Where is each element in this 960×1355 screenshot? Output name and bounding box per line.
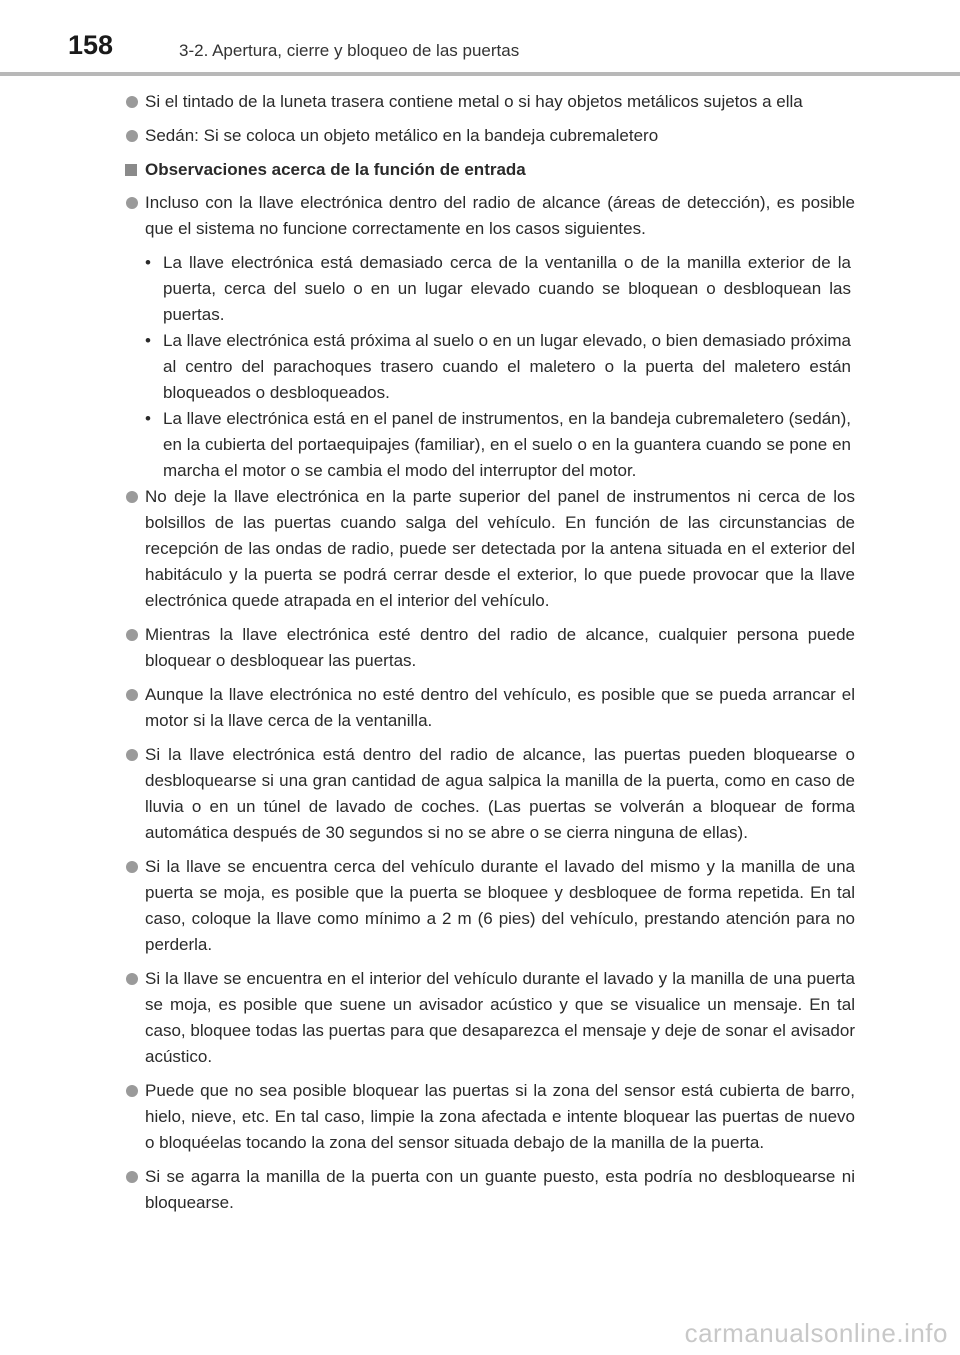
circle-bullet-icon xyxy=(126,749,138,761)
page-content xyxy=(0,89,960,1216)
list-item xyxy=(0,742,960,846)
sub-item-text: La llave electrónica está en el panel de instrumentos, en la bandeja cubremaletero (sedán), en la cubierta del portaequipajes (familiar), en el suelo o en la guantera cuando se pone en marcha el motor o se cambia el modo del interruptor del motor. xyxy=(163,409,851,480)
item-text: Si la llave electrónica está dentro del radio de alcance, las puertas pueden bloquearse o desbloquearse si una gran cantidad de agua salpica la manilla de la puerta, como en caso de lluvia o en un túnel de lavado de coches. (Las puertas se volverán a bloquear de forma automática después de 30 segundos si no se abre o se cierra ninguna de ellas). xyxy=(145,745,855,842)
circle-bullet-icon xyxy=(126,1171,138,1183)
circle-bullet-icon xyxy=(126,1085,138,1097)
item-text: Mientras la llave electrónica esté dentro del radio de alcance, cualquier persona puede bloquear o desbloquear las puertas. xyxy=(145,625,855,670)
square-bullet-icon xyxy=(125,164,137,176)
sub-item-text: La llave electrónica está demasiado cerca de la ventanilla o de la manilla exterior de la puerta, cerca del suelo o en un lugar elevado cuando se bloquean o desbloquean las puertas. xyxy=(163,253,851,324)
circle-bullet-icon xyxy=(126,861,138,873)
list-item xyxy=(0,89,960,115)
circle-bullet-icon xyxy=(126,629,138,641)
list-item xyxy=(0,190,960,242)
list-item xyxy=(0,123,960,149)
list-item xyxy=(0,484,960,614)
sub-list xyxy=(0,250,960,484)
item-text: Incluso con la llave electrónica dentro del radio de alcance (áreas de detección), es posible que el sistema no funcione correctamente en los casos siguientes. xyxy=(145,193,855,238)
sub-list-item xyxy=(0,250,960,328)
item-text: Si el tintado de la luneta trasera contiene metal o si hay objetos metálicos sujetos a ella xyxy=(145,92,803,111)
sub-list-item xyxy=(0,328,960,406)
circle-bullet-icon xyxy=(126,96,138,108)
circle-bullet-icon xyxy=(126,689,138,701)
item-text: Si se agarra la manilla de la puerta con un guante puesto, esta podría no desbloquearse ni bloquearse. xyxy=(145,1167,855,1212)
list-item xyxy=(0,622,960,674)
heading-text: Observaciones acerca de la función de entrada xyxy=(145,160,526,179)
item-text: Aunque la llave electrónica no esté dentro del vehículo, es posible que se pueda arrancar el motor si la llave cerca de la ventanilla. xyxy=(145,685,855,730)
header-divider xyxy=(0,72,960,76)
item-text: Puede que no sea posible bloquear las puertas si la zona del sensor está cubierta de barro, hielo, nieve, etc. En tal caso, limpie la zona afectada e intente bloquear las puertas de nuevo o bloquéelas tocando la zona del sensor situada debajo de la manilla de la puerta. xyxy=(145,1081,855,1152)
dot-bullet-icon: • xyxy=(145,253,151,272)
circle-bullet-icon xyxy=(126,197,138,209)
item-text: No deje la llave electrónica en la parte superior del panel de instrumentos ni cerca de los bolsillos de las puertas cuando salga del vehículo. En función de las circunstancias de recepción de las ondas de radio, puede ser detectada por la antena situada en el exterior del habitáculo y la puerta se podrá cerrar desde el exterior, lo que puede provocar que la llave electrónica quede atrapada en el interior del vehículo. xyxy=(145,487,855,610)
list-item xyxy=(0,966,960,1070)
item-text: Si la llave se encuentra cerca del vehículo durante el lavado del mismo y la manilla de una puerta se moja, es posible que la puerta se bloquee y desbloquee de forma repetida. En tal caso, coloque la llave como mínimo a 2 m (6 pies) del vehículo, prestando atención para no perderla. xyxy=(145,857,855,954)
subsection-heading xyxy=(0,157,960,183)
sub-list-item xyxy=(0,406,960,484)
list-item xyxy=(0,1164,960,1216)
circle-bullet-icon xyxy=(126,973,138,985)
circle-bullet-icon xyxy=(126,491,138,503)
list-item xyxy=(0,854,960,958)
dot-bullet-icon: • xyxy=(145,331,151,350)
item-text: Sedán: Si se coloca un objeto metálico en la bandeja cubremaletero xyxy=(145,126,659,145)
list-item xyxy=(0,1078,960,1156)
page-number: 158 xyxy=(68,30,114,60)
item-text: Si la llave se encuentra en el interior del vehículo durante el lavado y la manilla de una puerta se moja, es posible que suene un avisador acústico y que se visualice un mensaje. En tal caso, bloquee todas las puertas para que desaparezca el mensaje y deje de sonar el avisador acústico. xyxy=(145,969,855,1066)
circle-bullet-icon xyxy=(126,130,138,142)
list-item xyxy=(0,682,960,734)
section-title: 3-2. Apertura, cierre y bloqueo de las puertas xyxy=(179,41,520,60)
sub-item-text: La llave electrónica está próxima al suelo o en un lugar elevado, o bien demasiado próxima al centro del parachoques trasero cuando el maletero o la puerta del maletero están bloqueados o desbloqueados. xyxy=(163,331,851,402)
watermark: carmanualsonline.info xyxy=(684,1318,948,1348)
page-header xyxy=(0,0,960,80)
dot-bullet-icon: • xyxy=(145,409,151,428)
